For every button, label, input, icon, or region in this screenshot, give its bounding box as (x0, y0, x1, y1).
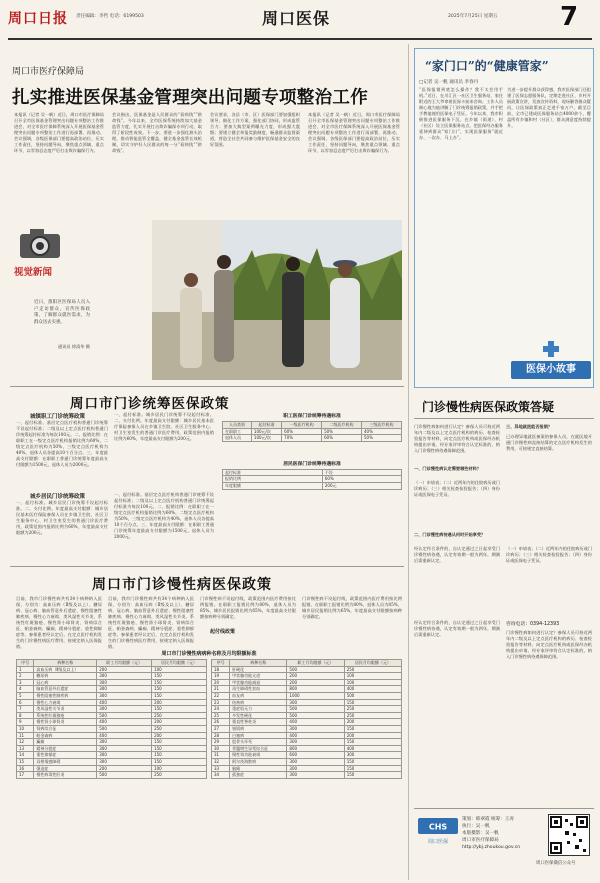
table-cell: 150 (152, 745, 207, 752)
editor-info: 责任编辑：李哲 电话：6199503 (76, 14, 144, 19)
table-header-cell: 职工月均限额（元） (287, 660, 344, 667)
table-cell: 250 (152, 725, 207, 732)
table-cell: 150 (152, 706, 207, 713)
footer-line3: 本版摄影：吴一帆 (462, 831, 499, 836)
table-cell: 60% (282, 428, 322, 435)
table-cell: 退休人员 (223, 435, 252, 442)
employee-body-cont: 一、起付标准。城乡居民门诊统筹不设起付标准。二、支付比例。年度最高支付限额：城乡居民基本医疗保险参保人员在乡镇卫生院、社区卫生服务中心、村卫生室发生的普通门诊医疗费用，政策范围内报销比例为60%，年度最高支付限额为200元。 (114, 412, 214, 441)
table-row (17, 699, 207, 706)
table-row (212, 772, 402, 779)
table-row (212, 673, 402, 680)
table-cell: 250 (344, 666, 401, 673)
table-header-cell: 二级医疗机构 (322, 422, 362, 429)
table-cell: 150 (152, 758, 207, 765)
table-cell: 300 (287, 725, 344, 732)
resident-body: 一、起付标准。城乡居民门诊统筹不设起付标准。二、支付比例。年度最高支付限额：城乡居民基本医疗保险参保人员在乡镇卫生院、社区卫生服务中心、村卫生室发生的普通门诊医疗费用，政策范围内报销比例为60%，年度最高支付限额为200元。 (16, 500, 108, 535)
table-cell: 帕金森病 (34, 732, 97, 739)
table-cell: 100元/次 (251, 435, 281, 442)
table-cell: 300 (287, 739, 344, 746)
table-cell: 5 (17, 692, 34, 699)
photo-credit: 通讯员 徐清华 摄 (58, 344, 90, 349)
faq-hotline (506, 620, 559, 627)
table-row (17, 706, 207, 713)
table-cell: 300 (97, 758, 152, 765)
table-cell: 26 (212, 719, 230, 726)
table-cell: 600 (287, 752, 344, 759)
table-cell: 19 (212, 673, 230, 680)
table-cell: 500 (287, 666, 344, 673)
pool-table2-title: 居民医保门诊统筹待遇标准 (283, 461, 341, 467)
hotline-label: 咨询电话： (506, 622, 530, 627)
table-header-cell: 居民月均限额（元） (152, 660, 207, 667)
table-cell: 200 (152, 719, 207, 726)
table-cell: 150 (152, 679, 207, 686)
qr-label: 周口医保微信公众号 (536, 861, 576, 866)
table-cell: 31 (212, 752, 230, 759)
table-row (17, 679, 207, 686)
table-cell: 起付标准 (223, 469, 323, 476)
table-cell: 150 (152, 692, 207, 699)
table-cell: 300 (97, 686, 152, 693)
table-cell: 肝硬化 (230, 666, 287, 673)
table-cell: 400 (287, 719, 344, 726)
footer-line2: 执行：吴一帆 (462, 824, 490, 829)
table-row (17, 666, 207, 673)
chronic-body-col4: 门诊慢性病不设起付线，政策范围内医疗费用按比例报销。在职职工报销比例为80%，退休人员为85%，城乡居民报销比例为65%，年度最高支付限额按病种分别确定。 (302, 596, 402, 619)
table-cell: 300 (97, 739, 152, 746)
table-header-cell: 一级医疗机构 (282, 422, 322, 429)
table-cell: 白塞病 (230, 732, 287, 739)
table-row (17, 673, 207, 680)
table-header-cell: 病种名称 (230, 660, 287, 667)
table-cell: 15 (17, 758, 34, 765)
table-cell: 250 (152, 712, 207, 719)
table-cell: 250 (344, 706, 401, 713)
table-row (223, 476, 402, 483)
table-cell: 400 (97, 732, 152, 739)
table-cell: 150 (344, 699, 401, 706)
table-header-cell: 序号 (17, 660, 34, 667)
table-row (17, 719, 207, 726)
table-cell: 150 (152, 739, 207, 746)
table-cell: 1 (17, 666, 34, 673)
story-badge: 医保小故事 (511, 361, 591, 379)
table-cell: 结核病 (230, 699, 287, 706)
table-cell: 200 (152, 699, 207, 706)
table-cell: 甲状腺功能减退 (230, 679, 287, 686)
footer-site: http://ybj.zhoukou.gov.cn (462, 845, 521, 850)
table-cell: 脑血管意外后遗症 (34, 686, 97, 693)
table-cell: 癫痫 (34, 739, 97, 746)
section-divider (10, 566, 404, 567)
table-cell: 脑瘫 (230, 765, 287, 772)
table-cell: 150 (152, 686, 207, 693)
story-byline: □记者 吴一帆 通讯员 李春丹 (419, 80, 479, 85)
table-cell: 21 (212, 686, 230, 693)
table-cell: 100 (152, 666, 207, 673)
story-badge-area (511, 339, 591, 383)
table-row (212, 686, 402, 693)
chronic-body-col3: 门诊慢性病不设起付线，政策范围内医疗费用按比例报销。在职职工报销比例为80%，退休人员为85%，城乡居民报销比例为65%，年度最高支付限额按病种分别确定。 (200, 596, 296, 619)
table-cell: 100 (344, 679, 401, 686)
table-cell: 70% (282, 435, 322, 442)
table-row (17, 692, 207, 699)
table-cell: 33 (212, 765, 230, 772)
newspaper-logo: 周口日报 (8, 11, 68, 27)
chronic-body-col2: 目前，我市门诊慢性病共有34个病种纳入医保，分别为：高血压病（Ⅱ级及以上）、糖尿病、冠心病、脑血管意外后遗症、慢性阻塞性肺疾病、慢性心力衰竭、类风湿性关节炎、系统性红斑狼疮、慢性肾小球肾炎、肾病综合征、帕金森病、癫痫、精神分裂症、重性抑郁症等。参保患者经认定后，在定点医疗机构发生的门诊慢性病医疗费用，按规定纳入医保报销。 (108, 596, 194, 649)
news-photo (152, 220, 402, 380)
table-header-cell: 病种名称 (34, 660, 97, 667)
table-cell: 重性抑郁症 (34, 752, 97, 759)
faq-body-extra: 经认定符合条件的，自认定通过之日起享受门诊慢性病待遇，认定有效期一般为两年，期满后需重新认定。 (414, 620, 500, 637)
table-cell: 250 (152, 772, 207, 779)
table-cell: 强直性脊柱炎 (230, 719, 287, 726)
table-header-cell: 起付标准 (251, 422, 281, 429)
table-header-cell: 居民月均限额（元） (344, 660, 401, 667)
table-row (212, 758, 402, 765)
camera-icon (16, 226, 64, 260)
table-cell: 血友病 (230, 692, 287, 699)
page-number: 7 (560, 2, 579, 32)
table-cell: 8 (17, 712, 34, 719)
table-cell: 150 (344, 772, 401, 779)
photo-brand-area (10, 222, 80, 292)
table-cell: 27 (212, 725, 230, 732)
hotline-number: 0394-12393 (530, 622, 560, 627)
story-body-col1: “医保报销到底怎么操作？我不太会用手机。”近日，在川汇区一社区卫生服务站，家住附近的王大爷拿着医保卡前来咨询。工作人员耐心地为他讲解了门诊统筹报销政策，并手把手教他使用医保电子凭证。今年以来，我市积极推进医保服务下沉，在乡镇（街道）、村（社区）设立医保服务站点，把医保经办服务延伸到群众“家门口”，实现医保服务“就近办、一次办、马上办”。 (419, 87, 503, 140)
chronic-subtitle: 起付线政策 (210, 629, 236, 635)
table-row (17, 739, 207, 746)
table-cell: 慢性心力衰竭 (34, 699, 97, 706)
table-cell: 20 (212, 679, 230, 686)
faq-a1: （一）申请表；（二）近两年内的住院病历或门诊病历；（三）相关检查检验报告；（四）身份证或医保电子凭证。 (414, 480, 500, 497)
table-row (17, 732, 207, 739)
table-cell: 40% (362, 428, 402, 435)
table-row (17, 765, 207, 772)
chronic-title: 周口市门诊慢性病医保政策 (92, 577, 272, 593)
table-row (212, 706, 402, 713)
faq-q2: 二、门诊慢性病待遇从何时开始享受？ (414, 532, 486, 537)
table-cell: 再生障碍性贫血 (230, 686, 287, 693)
table-cell: 300 (287, 758, 344, 765)
visual-news-title: 视觉新闻 (14, 267, 53, 278)
table-cell: 200元 (322, 482, 401, 489)
medical-cross-icon (541, 339, 561, 359)
table-cell: 300 (97, 752, 152, 759)
table-cell: 100 (344, 673, 401, 680)
footer-logo (418, 818, 458, 845)
table-cell: 慢性肾功能衰竭 (230, 752, 287, 759)
table-cell: 60% (322, 435, 362, 442)
table-cell: 150 (152, 673, 207, 680)
table-cell: 200 (344, 732, 401, 739)
table-cell: 100 (152, 765, 207, 772)
section-divider (10, 386, 404, 387)
table-row (212, 765, 402, 772)
table-row (212, 699, 402, 706)
table-row (223, 469, 402, 476)
lead-body-col2: 会议指出，医保基金是人民群众的“看病钱”“救命钱”。今年以来，全市医保系统持续加大基金监管力度，扎实开展打击欺诈骗保专项行动，取得了阶段性成效。下一步，要进一步强化源头治理，推动智能监管全覆盖，健全基金监管长效机制，切实守护好人民群众的每一分“看病钱”“救命钱”。 (112, 112, 202, 153)
table-cell: 7 (17, 706, 34, 713)
table-header-cell: 序号 (212, 660, 230, 667)
table-cell: 150 (344, 765, 401, 772)
employee-body: 一、起付标准。基层定点医疗机构普通门诊统筹不设起付标准；二级及以上定点医疗机构普通门诊统筹起付标准为每次100元。二、报销比例：在职职工在一级定点医疗机构报销比例为60%，二级定点医疗机构为50%，三级定点医疗机构为40%，退休人员各提高10个百分点。三、年度最高支付限额：在职职工普通门诊统筹年度最高支付限额为1500元，退休人员为2000元。 (16, 420, 108, 467)
table-header-cell: 三级医疗机构 (362, 422, 402, 429)
table-row (17, 686, 207, 693)
table-cell: 16 (17, 765, 34, 772)
table-row (17, 725, 207, 732)
table-row (17, 758, 207, 765)
table-cell: 18 (212, 666, 230, 673)
table-row (223, 482, 402, 489)
qr-code (548, 814, 590, 856)
table-cell: 500 (287, 712, 344, 719)
table-cell: 11 (17, 732, 34, 739)
table-cell: 50% (322, 428, 362, 435)
table-row (212, 725, 402, 732)
faq-a2: 经认定符合条件的，自认定通过之日起享受门诊慢性病待遇，认定有效期一般为两年，期满后需重新认定。 (414, 546, 500, 563)
table-cell: 500 (287, 706, 344, 713)
table-cell: 22 (212, 692, 230, 699)
table-cell: 400 (97, 699, 152, 706)
table-cell: 50% (362, 435, 402, 442)
table-cell: 200 (344, 719, 401, 726)
table-cell: 800 (287, 745, 344, 752)
issue-date: 2025年7月25日 星期五 (448, 14, 498, 19)
table-cell: 13 (17, 745, 34, 752)
table-cell: 34 (212, 772, 230, 779)
table-cell: 肾病综合征 (34, 725, 97, 732)
table-cell: 阿尔茨海默病 (230, 758, 287, 765)
chronic-body-col1: 目前，我市门诊慢性病共有34个病种纳入医保，分别为：高血压病（Ⅱ级及以上）、糖尿病、冠心病、脑血管意外后遗症、慢性阻塞性肺疾病、慢性心力衰竭、类风湿性关节炎、系统性红斑狼疮、慢性肾小球肾炎、肾病综合征、帕金森病、癫痫、精神分裂症、重性抑郁症等。参保患者经认定后，在定点医疗机构发生的门诊慢性病医疗费用，按规定纳入医保报销。 (16, 596, 102, 649)
footer-brand: 周口医保 (427, 839, 448, 845)
table-cell: 冠心病 (34, 679, 97, 686)
table-cell: 500 (344, 692, 401, 699)
table-row (212, 666, 402, 673)
table-cell: 24 (212, 706, 230, 713)
table-cell: 慢性病毒性肝炎 (34, 772, 97, 779)
table-row (17, 752, 207, 759)
table-cell: 多发性硬化 (230, 712, 287, 719)
table-cell: 23 (212, 699, 230, 706)
faq-rule (414, 418, 594, 419)
lead-body-col1: 本报讯（记者 吴一帆）近日，周口市医疗保障局召开全市医保基金管理突出问题专项整治工作推进会，对全市医疗保障系统深入开展医保基金管理突出问题专项整治工作进行再部署、再推动。会议强调，各级医保部门要提高政治站位，压实工作责任，坚持问题导向，聚焦重点领域、重点环节，以零容忍态度严厉打击欺诈骗保行为。 (14, 112, 104, 153)
table-row (223, 435, 402, 442)
outpatient-pool-title: 周口市门诊统筹医保政策 (70, 396, 230, 412)
table-cell: 800 (287, 686, 344, 693)
table-cell: 类风湿性关节炎 (34, 706, 97, 713)
faq-a3-cont: （一）申请表；（二）近两年内的住院病历或门诊病历；（三）相关检查检验报告；（四）身份证或医保电子凭证。 (506, 546, 592, 563)
table-cell: 2 (17, 673, 34, 680)
table-row (212, 739, 402, 746)
story-title: “家门口”的“健康管家” (425, 59, 549, 73)
table-cell: 股骨头坏死 (230, 739, 287, 746)
table-cell: 在职职工 (223, 428, 252, 435)
table-row (17, 712, 207, 719)
table-cell: 150 (152, 752, 207, 759)
svg-text:CHS: CHS (428, 822, 448, 832)
table-row (212, 732, 402, 739)
table-cell: 双相情感障碍 (34, 758, 97, 765)
photo-caption: 近日，淮阳区医保局人员入户走访群众，宣传医保政策，了解群众就医需求，为群众送去实惠。 (34, 300, 90, 325)
table-cell: 高血压病（Ⅱ级及以上） (34, 666, 97, 673)
table-cell: 400 (344, 686, 401, 693)
resident-body-cont: 一、起付标准。基层定点医疗机构普通门诊统筹不设起付标准；二级及以上定点医疗机构普通门诊统筹起付标准为每次100元。二、报销比例：在职职工在一级定点医疗机构报销比例为60%，二级定点医疗机构为50%，三级定点医疗机构为40%，退休人员各提高10个百分点。三、年度最高支付限额：在职职工普通门诊统筹年度最高支付限额为1500元，退休人员为2000元。 (114, 492, 214, 539)
faq-q1: 一、门诊慢性病认定需要哪些材料？ (414, 466, 482, 471)
table-row (212, 712, 402, 719)
faq-q3: 三、异地就医能否报销？ (506, 424, 553, 429)
table-cell: 28 (212, 732, 230, 739)
table-cell: 1000 (287, 692, 344, 699)
table-cell: 6 (17, 699, 34, 706)
column-divider (408, 44, 409, 880)
table-cell: 250 (344, 712, 401, 719)
table-cell: 3 (17, 679, 34, 686)
table-row (212, 679, 402, 686)
faq-body: 门诊慢性病如何进行认定？参保人员可持近两年内二级及以上定点医疗机构的病历、检查检验报告等材料，向定点医疗机构或医保经办机构提出申请，经专家评审符合认定标准的，纳入门诊慢性病待遇保障范围。 (414, 424, 500, 453)
table-cell: 25 (212, 712, 230, 719)
lead-headline: 扎实推进医保基金管理突出问题专项整治工作 (12, 88, 368, 108)
table-cell: 300 (97, 673, 152, 680)
table-cell: 500 (97, 712, 152, 719)
story-body-col2: 为进一步提升群众获得感，我市医保部门还组建了医保志愿服务队，定期走进社区、乡村开展政策宣讲，发放宣传资料，现场解答群众疑问，让医保政策真正走进千家万户。截至目前，全市已建成医保服务站点4000余个，覆盖所有乡镇和村（社区），群众满意度持续提升。 (507, 87, 591, 128)
footer-org: 周口市医疗保障局 (462, 838, 499, 843)
faq-a3: 已办理异地就医备案的参保人员，在就医地开通门诊慢性病直接结算的定点医疗机构发生的费用，可按规定直接结算。 (506, 434, 592, 451)
table-cell: 500 (97, 725, 152, 732)
employee-subtitle: 城镇职工门诊统筹政策 (30, 414, 86, 420)
table-cell: 年度限额 (223, 482, 323, 489)
resident-subtitle: 城乡居民门诊统筹政策 (30, 494, 86, 500)
chronic-table (16, 650, 402, 779)
table-cell: 重症肌无力 (230, 706, 287, 713)
section-title: 周口医保 (262, 9, 331, 28)
table-cell: 300 (287, 772, 344, 779)
table-row (17, 745, 207, 752)
table-cell: 200 (97, 765, 152, 772)
table-cell: 系统性红斑狼疮 (34, 712, 97, 719)
table-cell: 300 (97, 706, 152, 713)
table-cell: 300 (97, 745, 152, 752)
table-cell: 150 (344, 739, 401, 746)
table-cell: 200 (97, 666, 152, 673)
table-cell: 10 (17, 725, 34, 732)
table-cell: 60% (322, 476, 401, 483)
table-cell: 慢性肾小球肾炎 (34, 719, 97, 726)
table-row (212, 745, 402, 752)
table-cell: 100元/次 (251, 428, 281, 435)
table-cell: 150 (344, 725, 401, 732)
table-cell: 精神分裂症 (34, 745, 97, 752)
table-cell: 200 (287, 673, 344, 680)
table-cell: 500 (97, 772, 152, 779)
table-cell: 300 (344, 752, 401, 759)
masthead (0, 0, 600, 38)
masthead-rule (8, 38, 592, 40)
table-row (17, 772, 207, 779)
table-cell: 银屑病 (230, 725, 287, 732)
table-cell: 强迫症 (34, 765, 97, 772)
faq-body-extra2: 门诊慢性病如何进行认定？参保人员可持近两年内二级及以上定点医疗机构的病历、检查检验报告等材料，向定点医疗机构或医保经办机构提出申请，经专家评审符合认定标准的，纳入门诊慢性病待遇保障范围。 (506, 630, 592, 659)
faq-title: 门诊慢性病医保政策答疑 (422, 400, 555, 414)
table-cell: 慢性阻塞性肺疾病 (34, 692, 97, 699)
table-cell: 9 (17, 719, 34, 726)
chronic-table-title: 周口市门诊慢性病病种名称及月均限额标准 (161, 651, 257, 657)
table-cell: 400 (97, 719, 152, 726)
table-cell: 报销比例 (223, 476, 323, 483)
story-box (414, 48, 594, 388)
footer-credits (462, 816, 542, 851)
table-cell: 14 (17, 752, 34, 759)
table-cell: 300 (287, 699, 344, 706)
table-row (212, 692, 402, 699)
table-row (212, 752, 402, 759)
pool-table-title: 职工医保门诊统筹待遇标准 (283, 414, 341, 419)
lead-body-col3: 会议要求，各县（市、区）医保部门要加强组织领导，细化工作方案，强化部门协同，形成监管合力；要加大典型案例曝光力度，形成强大震慑；要建立健全举报奖励制度，畅通群众监督渠道，营造全社会共同参与维护医保基金安全的良好氛围。 (210, 112, 300, 147)
table-cell: 甲状腺功能亢进 (230, 673, 287, 680)
table-cell: 骨髓增生异常综合征 (230, 745, 287, 752)
table-cell: 200 (287, 679, 344, 686)
table-cell: 300 (287, 765, 344, 772)
lead-kicker: 周口市医疗保障局 (12, 67, 85, 77)
table-header-cell: 人员类别 (223, 422, 252, 429)
table-cell: 30 (212, 745, 230, 752)
table-row (223, 428, 402, 435)
table-cell: 孤独症 (230, 772, 287, 779)
pool-table (222, 412, 402, 490)
table-cell: 300 (97, 679, 152, 686)
table-cell: 300 (97, 692, 152, 699)
table-cell: 不设 (322, 469, 401, 476)
table-header-cell: 职工月均限额（元） (97, 660, 152, 667)
table-cell: 400 (344, 745, 401, 752)
table-row (212, 719, 402, 726)
table-cell: 4 (17, 686, 34, 693)
table-cell: 150 (344, 758, 401, 765)
footer-rule (414, 808, 594, 809)
insurance-logo-icon (418, 818, 458, 834)
table-cell: 糖尿病 (34, 673, 97, 680)
table-cell: 32 (212, 758, 230, 765)
table-cell: 17 (17, 772, 34, 779)
lead-body-col4: 本报讯（记者 吴一帆）近日，周口市医疗保障局召开全市医保基金管理突出问题专项整治工作推进会，对全市医疗保障系统深入开展医保基金管理突出问题专项整治工作进行再部署、再推动。会议强调，各级医保部门要提高政治站位，压实工作责任，坚持问题导向，聚焦重点领域、重点环节，以零容忍态度严厉打击欺诈骗保行为。 (308, 112, 400, 153)
table-cell: 12 (17, 739, 34, 746)
table-cell: 400 (287, 732, 344, 739)
table-cell: 29 (212, 739, 230, 746)
footer-line1: 策划：韩翠霞 统筹：王涛 (462, 817, 514, 822)
table-cell: 200 (152, 732, 207, 739)
